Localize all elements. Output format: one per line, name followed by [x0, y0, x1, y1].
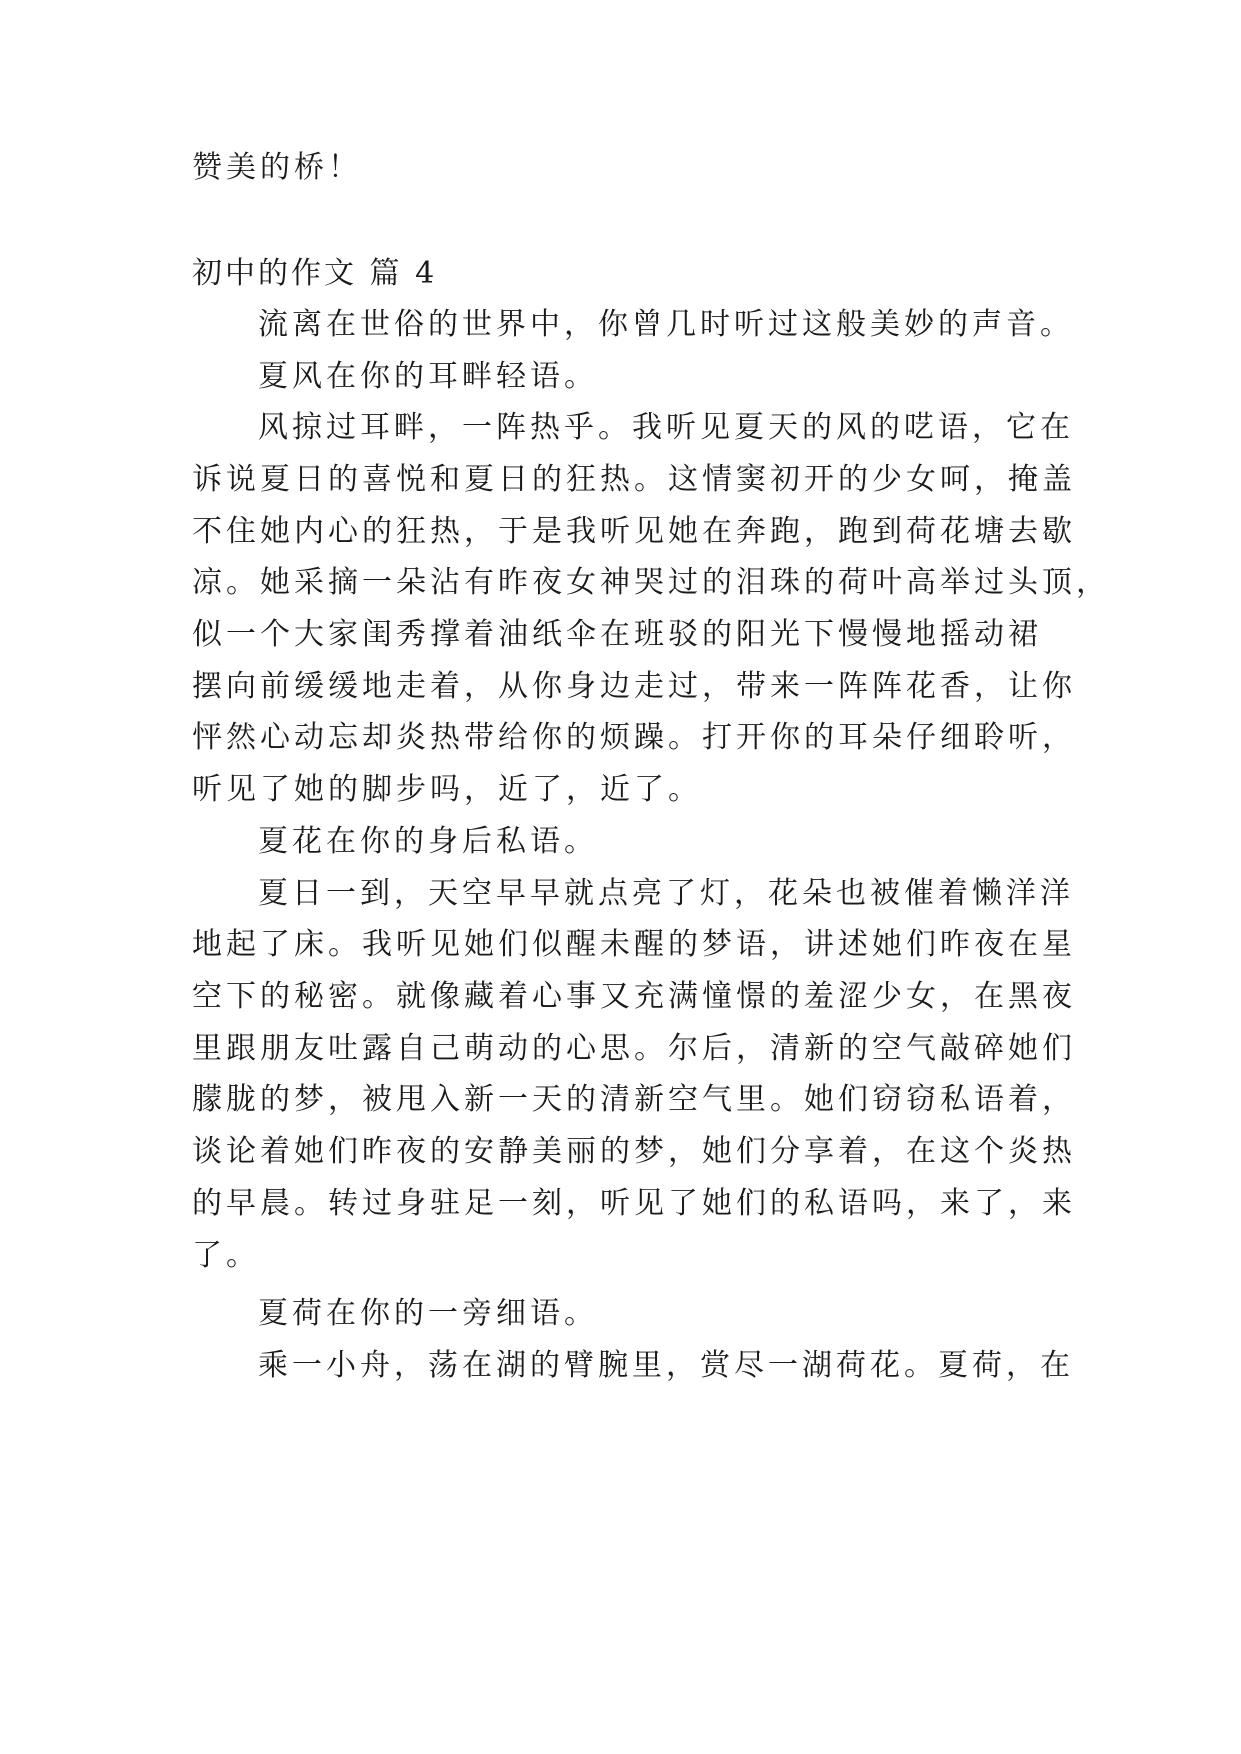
paragraph-line: 谈论着她们昨夜的安静美丽的梦，她们分享着，在这个炎热	[192, 1134, 1076, 1169]
paragraph-line: 摆向前缓缓地走着，从你身边走过，带来一阵阵花香，让你	[192, 669, 1076, 704]
paragraph-line: 凉。她采摘一朵沾有昨夜女神哭过的泪珠的荷叶高举过头顶，	[192, 565, 1110, 600]
paragraph-line: 夏日一到，天空早早就点亮了灯，花朵也被催着懒洋洋	[258, 876, 1074, 911]
paragraph-line: 空下的秘密。就像藏着心事又充满憧憬的羞涩少女，在黑夜	[192, 979, 1076, 1014]
paragraph-line: 夏风在你的耳畔轻语。	[258, 359, 598, 394]
paragraph-line: 朦胧的梦，被甩入新一天的清新空气里。她们窃窃私语着，	[192, 1082, 1076, 1117]
paragraph-line: 地起了床。我听见她们似醒未醒的梦语，讲述她们昨夜在星	[192, 927, 1076, 962]
paragraph-line: 听见了她的脚步吗，近了，近了。	[192, 772, 702, 807]
section-heading: 初中的作文 篇 4	[192, 256, 438, 291]
paragraph-line: 流离在世俗的世界中，你曾几时听过这般美妙的声音。	[258, 307, 1074, 342]
paragraph-line: 风掠过耳畔，一阵热乎。我听见夏天的风的呓语，它在	[258, 410, 1074, 445]
paragraph-line: 似一个大家闺秀撑着油纸伞在班驳的阳光下慢慢地摇动裙	[192, 617, 1042, 652]
paragraph-line: 了。	[192, 1238, 260, 1273]
paragraph-line: 诉说夏日的喜悦和夏日的狂热。这情窦初开的少女呵，掩盖	[192, 462, 1076, 497]
paragraph-line: 乘一小舟，荡在湖的臂腕里，赏尽一湖荷花。夏荷，在	[258, 1348, 1074, 1383]
paragraph-line: 不住她内心的狂热，于是我听见她在奔跑，跑到荷花塘去歇	[192, 514, 1076, 549]
paragraph-line: 夏花在你的身后私语。	[258, 824, 598, 859]
closing-line: 赞美的桥！	[192, 150, 362, 185]
paragraph-line: 夏荷在你的一旁细语。	[258, 1296, 598, 1331]
paragraph-line: 里跟朋友吐露自己萌动的心思。尔后，清新的空气敲碎她们	[192, 1031, 1076, 1066]
paragraph-line: 的早晨。转过身驻足一刻，听见了她们的私语吗，来了，来	[192, 1186, 1076, 1221]
paragraph-line: 怦然心动忘却炎热带给你的烦躁。打开你的耳朵仔细聆听，	[192, 720, 1076, 755]
